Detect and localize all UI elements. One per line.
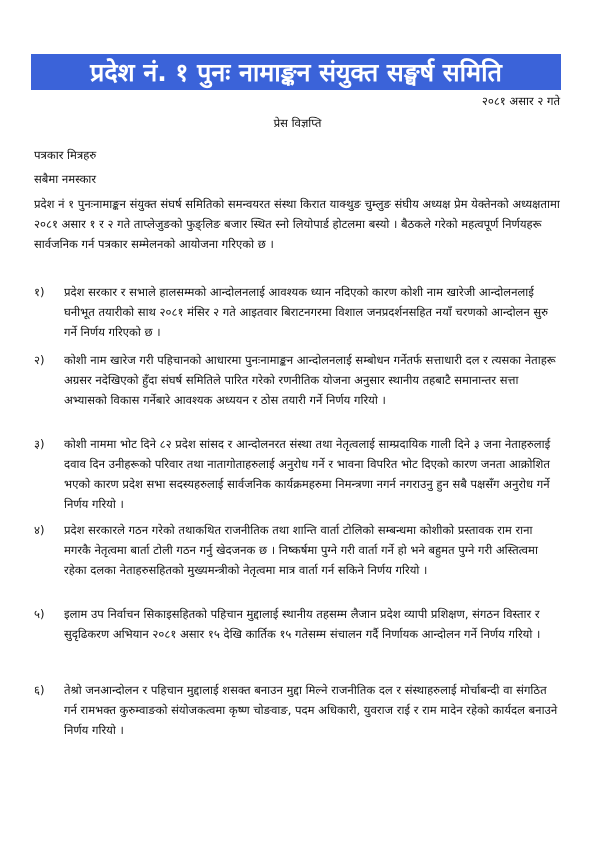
item-number: १) xyxy=(34,285,45,299)
decision-item xyxy=(34,282,561,342)
item-number: ६) xyxy=(34,683,45,697)
item-text: तेश्रो जनआन्दोलन र पहिचान मुद्दालाई शसक्त बनाउन मुद्दा मिल्ने राजनीतिक दल र संस्थाहरुलाई मोर्चाबन्दी वा संगठित गर्न रामभक्त कुरुम्वाङको संयोजकत्वमा कृष्ण चोङवाङ, पदम अधिकारी, युवराज राई र राम मादेन रहेको कार्यदल बनाउने निर्णय गरियो । xyxy=(64,683,558,737)
page-title: प्रदेश नं. १ पुनः नामाङ्कन संयुक्त सङ्घर्ष समिति xyxy=(90,58,502,87)
item-number: ३) xyxy=(34,437,45,451)
item-text: इलाम उप निर्वाचन सिकाइसहितको पहिचान मुद्दालाई स्थानीय तहसम्म लैजान प्रदेश व्यापी प्रशिक्षण, संगठन विस्तार र सुदृढिकरण अभियान २०८१ असार १५ देखि कार्तिक १५ गतेसम्म संचालन गर्दै निर्णायक आन्दोलन गर्ने निर्णय गरियो । xyxy=(64,607,541,641)
item-text: कोशी नाममा भोट दिने ८२ प्रदेश सांसद र आन्दोलनरत संस्था तथा नेतृत्वलाई साम्प्रदायिक गाली दिने ३ जना नेताहरुलाई दवाव दिन उनीहरूको परिवार तथा नातागोताहरुलाई अनुरोध गर्ने र भावना विपरित भोट दिएको कारण जनता आक्रोशित भएको कारण प्रदेश सभा सदस्यहरुलाई सार्वजनिक कार्यक्रमहरुमा निमन्त्रणा नगर्न नगराउनु हुन सबै पक्षसँग अनुरोध गर्ने निर्णय गरियो । xyxy=(64,437,551,511)
salutation-greeting: सबैमा नमस्कार xyxy=(34,172,97,186)
page-title-banner xyxy=(31,54,561,90)
item-text: प्रदेश सरकार र सभाले हालसम्मको आन्दोलनलाई आवश्यक ध्यान नदिएको कारण कोशी नाम खारेजी आन्दोलनलाई घनीभूत तयारीको साथ २०८१ मंसिर २ गते आइतवार बिराटनगरमा विशाल जनप्रदर्शनसहित नयाँ चरणको आन्दोलन सुरु गर्ने निर्णय गरिएको छ । xyxy=(64,285,549,339)
document-heading: प्रेस विज्ञप्ति xyxy=(273,116,322,130)
salutation-journalists: पत्रकार मित्रहरु xyxy=(34,148,97,162)
document-date: २०८१ असार २ गते xyxy=(481,94,560,108)
item-number: ४) xyxy=(34,523,45,537)
item-number: २) xyxy=(34,353,45,367)
decision-item xyxy=(34,520,561,580)
item-number: ५) xyxy=(34,607,45,621)
decision-item xyxy=(34,680,561,740)
decision-item xyxy=(34,350,561,410)
intro-paragraph: प्रदेश नं १ पुनःनामाङ्कन संयुक्त संघर्ष समितिको समन्वयरत संस्था किरात याक्थुङ चुम्लुङ संघीय अध्यक्ष प्रेम येक्तेनको अध्यक्षतामा २०८१ असार १ र २ गते ताप्लेजुङको फुङ्लिङ बजार स्थित स्नो लियोपार्ड होटलमा बस्यो । बैठकले गरेको महत्वपूर्ण निर्णयहरू सार्वजनिक गर्न पत्रकार सम्मेलनको आयोजना गरिएको छ । xyxy=(34,197,560,251)
item-text: कोशी नाम खारेज गरी पहिचानको आधारमा पुनःनामाङ्कन आन्दोलनलाई सम्बोधन गर्नेतर्फ सत्ताधारी दल र त्यसका नेताहरू अग्रसर नदेखिएको हुँदा संघर्ष समितिले पारित गरेको रणनीतिक योजना अनुसार स्थानीय तहबाटै समानान्तर सत्ता अभ्यासको विकास गर्नेबारे आवश्यक अध्ययन र ठोस तयारी गर्ने निर्णय गरियो । xyxy=(64,353,556,407)
item-text: प्रदेश सरकारले गठन गरेको तथाकथित राजनीतिक तथा शान्ति वार्ता टोलिको सम्बन्धमा कोशीको प्रस्तावक राम राना मगरकै नेतृत्वमा बार्ता टोली गठन गर्नु खेदजनक छ । निष्कर्षमा पुग्ने गरी वार्ता गर्ने हो भने बहुमत पुग्ने गरी अस्तित्वमा रहेका दलका नेताहरुसहितको मुख्यमन्त्रीको नेतृत्वमा मात्र वार्ता गर्न सकिने निर्णय गरियो । xyxy=(64,523,538,577)
decision-item xyxy=(34,604,561,644)
decision-item xyxy=(34,434,561,514)
